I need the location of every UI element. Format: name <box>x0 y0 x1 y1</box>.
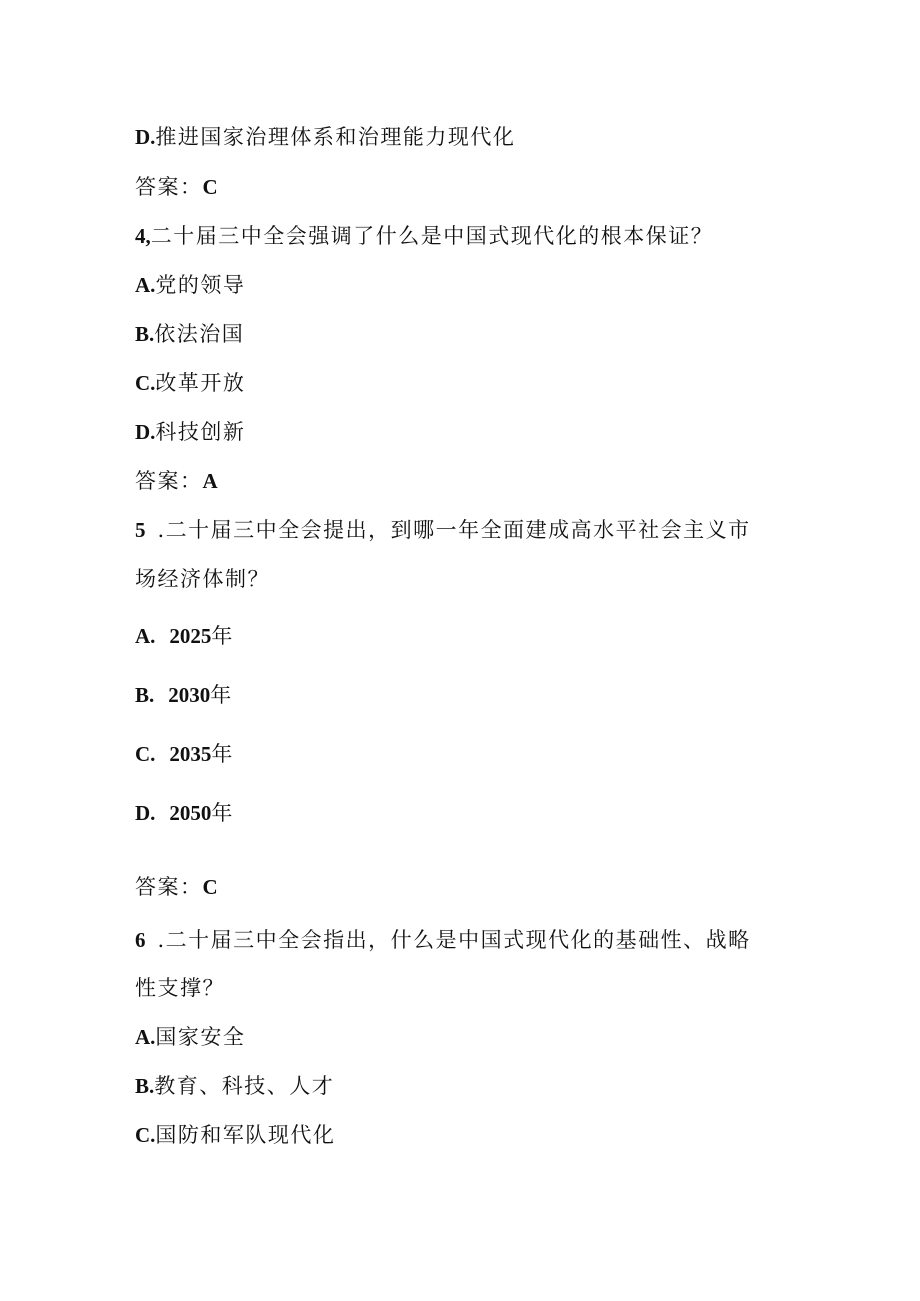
answer-prefix: 答案： <box>135 469 203 493</box>
q4-option-a <box>135 270 245 300</box>
option-text: 国家安全 <box>155 1025 246 1049</box>
option-unit: 年 <box>211 801 234 825</box>
option-year: 2050 <box>169 801 212 825</box>
q6-option-a <box>135 1022 245 1052</box>
answer-value: C <box>202 875 218 899</box>
option-text: 教育、科技、人才 <box>154 1074 335 1098</box>
option-year: 2035 <box>169 742 212 766</box>
option-label: A. <box>135 1025 156 1049</box>
question-text: .二十届三中全会指出，什么是中国式现代化的基础性、战略 <box>157 928 751 952</box>
q4-option-d <box>135 417 245 447</box>
option-label: D. <box>135 420 156 444</box>
q5-option-a <box>135 621 234 651</box>
answer-prefix: 答案： <box>135 175 203 199</box>
q6-option-c <box>135 1120 335 1150</box>
option-label: B. <box>135 1074 155 1098</box>
answer-prefix: 答案： <box>135 875 203 899</box>
question-text: 二十届三中全会强调了什么是中国式现代化的根本保证？ <box>150 224 714 248</box>
question-number: 6 <box>135 928 146 952</box>
option-year: 2025 <box>169 624 212 648</box>
question-text: 性支撑？ <box>135 976 225 1000</box>
q6-question-line1 <box>135 925 751 955</box>
option-year: 2030 <box>168 683 211 707</box>
option-text: 科技创新 <box>155 420 246 444</box>
q5-answer <box>135 872 218 902</box>
answer-value: C <box>202 175 218 199</box>
option-text: 依法治国 <box>154 322 245 346</box>
option-unit: 年 <box>210 683 233 707</box>
q3-answer <box>135 172 218 202</box>
question-text: 场经济体制？ <box>135 567 270 591</box>
option-label: B. <box>135 683 155 707</box>
option-label: A. <box>135 624 156 648</box>
option-label: A. <box>135 273 156 297</box>
q4-option-c <box>135 368 245 398</box>
option-text: 党的领导 <box>155 273 246 297</box>
question-text: .二十届三中全会提出，到哪一年全面建成高水平社会主义市 <box>157 518 751 542</box>
option-label: D. <box>135 801 156 825</box>
q6-option-b <box>135 1071 334 1101</box>
q5-option-b <box>135 680 233 710</box>
option-unit: 年 <box>211 742 234 766</box>
q5-question-line2 <box>135 564 270 594</box>
option-label: D. <box>135 125 156 149</box>
answer-value: A <box>202 469 218 493</box>
question-number: 5 <box>135 518 146 542</box>
q6-question-line2 <box>135 973 225 1003</box>
q5-option-d <box>135 798 234 828</box>
option-text: 推进国家治理体系和治理能力现代化 <box>155 125 516 149</box>
option-label: C. <box>135 1123 156 1147</box>
option-label: C. <box>135 742 156 766</box>
q4-answer <box>135 466 218 496</box>
q4-question <box>135 221 713 251</box>
option-label: C. <box>135 371 156 395</box>
option-text: 国防和军队现代化 <box>155 1123 336 1147</box>
option-label: B. <box>135 322 155 346</box>
q5-option-c <box>135 739 234 769</box>
q3-option-d <box>135 122 515 152</box>
q4-option-b <box>135 319 244 349</box>
q5-question-line1 <box>135 515 751 545</box>
option-unit: 年 <box>211 624 234 648</box>
option-text: 改革开放 <box>155 371 246 395</box>
question-number: 4, <box>135 224 151 248</box>
